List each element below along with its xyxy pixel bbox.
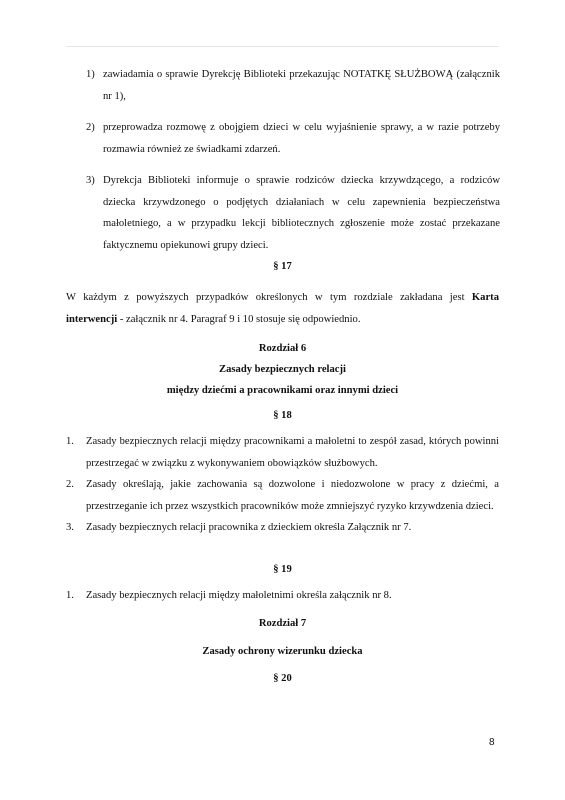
list-item-number: 1. xyxy=(66,590,74,601)
list-item xyxy=(86,170,500,256)
section-18-list xyxy=(66,431,499,539)
section-heading-17: § 17 xyxy=(273,261,292,272)
paragraph-text: - załącznik nr 4. Paragraf 9 i 10 stosuje się odpowiednio. xyxy=(117,313,361,325)
list-item-text: Zasady bezpiecznych relacji między pracownikami a małoletni to zespół zasad, których powinni przestrzegać w związku z wykonywaniem obowiązków służbowych. xyxy=(86,436,499,469)
list-item-number: 3. xyxy=(66,522,74,533)
chapter-7-title: Rozdział 7 xyxy=(258,618,307,629)
chapter-6-subtitle: Zasady bezpiecznych relacji xyxy=(219,364,346,375)
list-item xyxy=(66,517,499,539)
chapter-6-subtitle: między dziećmi a pracownikami oraz innymi dzieci xyxy=(166,385,399,396)
list-item xyxy=(86,64,500,107)
list-item-number: 2. xyxy=(66,479,74,490)
list-item xyxy=(66,431,499,474)
page-number: 8 xyxy=(489,737,495,748)
list-item-text: Zasady określają, jakie zachowania są dozwolone i niedozwolone w pracy z dziećmi, a przestrzeganie ich przez wszystkich pracowników może zmniejszyć ryzyko krzywdzenia dzieci. xyxy=(86,479,499,512)
list-item-number: 1) xyxy=(86,69,95,80)
section-heading-18: § 18 xyxy=(273,410,292,421)
list-item xyxy=(66,585,499,607)
section-17-paragraph xyxy=(66,287,499,330)
section-heading-20: § 20 xyxy=(273,673,292,684)
karta-interwencji-term: Karta interwencji xyxy=(66,292,499,325)
list-item-text: przeprowadza rozmowę z obojgiem dzieci w celu wyjaśnienie sprawy, a w razie potrzeby rozmawia również ze świadkami zdarzeń. xyxy=(103,122,500,155)
list-item-number: 1. xyxy=(66,436,74,447)
chapter-7-subtitle: Zasady ochrony wizerunku dziecka xyxy=(202,646,363,657)
list-item-text: Zasady bezpiecznych relacji pracownika z dzieckiem określa Załącznik nr 7. xyxy=(86,522,412,533)
header-rule xyxy=(66,46,499,47)
list-item-text: zawiadamia o sprawie Dyrekcję Biblioteki przekazując NOTATKĘ SŁUŻBOWĄ (załącznik nr 1), xyxy=(103,69,500,102)
paragraph-text: W każdym z powyższych przypadków określonych w tym rozdziale zakładana jest xyxy=(66,292,472,303)
procedure-list xyxy=(86,64,500,266)
list-item-text: Zasady bezpiecznych relacji między małoletnimi określa załącznik nr 8. xyxy=(86,590,392,601)
chapter-6-title: Rozdział 6 xyxy=(258,343,307,354)
list-item xyxy=(66,474,499,517)
list-item-number: 3) xyxy=(86,175,95,186)
list-item xyxy=(86,117,500,160)
section-heading-19: § 19 xyxy=(273,564,292,575)
list-item-text: Dyrekcja Biblioteki informuje o sprawie rodziców dziecka krzywdzącego, a rodziców dziecka krzywdzonego o podjętych działaniach w celu zapewnienia bezpieczeństwa małoletniego, a w przypadku lekcji bibliotecznych zgłoszenie może zostać przekazane faktycznemu opiekunowi grupy dzieci. xyxy=(103,175,500,251)
section-19-list xyxy=(66,585,499,607)
list-item-number: 2) xyxy=(86,122,95,133)
